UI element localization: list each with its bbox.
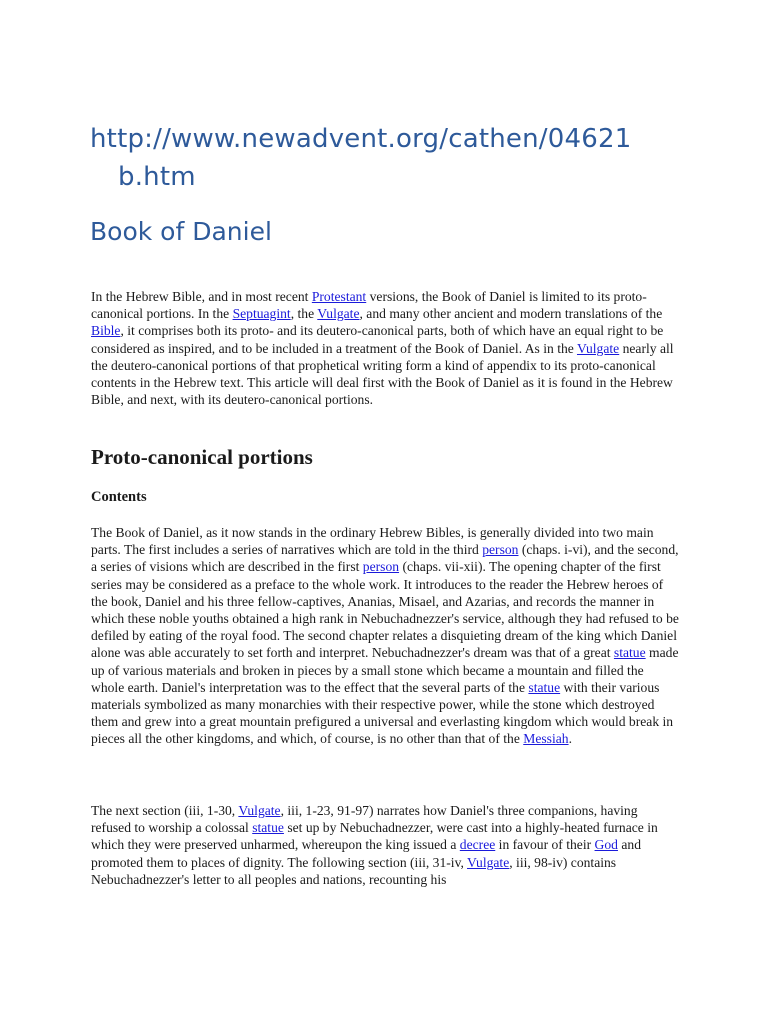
p2-text-3: (chaps. vii-xii). The opening chapter of the first series may be considered as a preface to the whole work. It introduces to the reader the Hebrew heroes of the book, Daniel and his three fellow-captives, Ananias, Misael, and Azarias, and records the manner in which these noble youths obtained a high rank in Nebuchadnezzer's service, although they had refused to be defiled by eating of the royal food. The second chapter relates a disquieting dream of the king which Daniel alone was able accurately to set forth and interpret. Nebuchadnezzer's dream was that of a great <box>91 559 679 661</box>
statue-link-3[interactable]: statue <box>252 820 284 836</box>
p3-text-2: , iii, 1-23, 91-97) narrates how Daniel's three companions, having refused to worship a colossal <box>91 803 638 836</box>
p3-text-1: The next section (iii, 1-30, <box>91 803 239 818</box>
intro-text-2: versions, the Book of Daniel is limited to its proto-canonical portions. In the <box>91 289 647 322</box>
person-link-2[interactable]: person <box>362 559 400 575</box>
septuagint-link[interactable]: Septuagint <box>232 306 291 322</box>
p2-text-2: (chaps. i-vi), and the second, a series of visions which are described in the first <box>91 542 679 575</box>
url-heading <box>90 120 690 196</box>
vulgate-link[interactable]: Vulgate <box>317 306 360 322</box>
person-link[interactable]: person <box>482 542 519 558</box>
url-heading-line1: http://www.newadvent.org/cathen/04621 <box>90 124 632 154</box>
contents-heading: Contents <box>91 489 147 505</box>
vulgate-link-3[interactable]: Vulgate <box>238 803 281 818</box>
body-paragraph-2 <box>91 802 679 888</box>
intro-text-4: , and many other ancient and modern translations of the <box>359 306 663 322</box>
p2-text-1: The Book of Daniel, as it now stands in the ordinary Hebrew Bibles, is generally divided into two main parts. The first includes a series of narratives which are told in the third <box>91 525 654 558</box>
p2-text-6: . <box>568 731 572 747</box>
document-title: Book of Daniel <box>90 217 272 246</box>
url-heading-line2: b.htm <box>118 162 196 192</box>
p2-text-5: with their various materials symbolized as many monarchies with their respective power, while the stone which destroyed them and grew into a great mountain prefigured a universal and everlasting kingdom which would break in pieces all the other kingdoms, and which, of course, is no other than that of the <box>91 679 674 747</box>
protestant-link[interactable]: Protestant <box>311 289 367 304</box>
body-paragraph-1 <box>91 524 679 748</box>
bible-link[interactable]: Bible <box>91 323 121 339</box>
p3-text-3: set up by Nebuchadnezzer, were cast into a highly-heated furnace in which they were preserved unharmed, whereupon the king issued a <box>91 820 658 853</box>
p3-text-4: in favour of their <box>495 837 595 853</box>
intro-text-5: , it comprises both its proto- and its deutero-canonical parts, both of which have an equal right to be considered as inspired, and to be included in a treatment of the Book of Daniel. As in the <box>91 323 664 356</box>
vulgate-link-2[interactable]: Vulgate <box>576 340 620 356</box>
intro-text-3: , the <box>290 306 318 322</box>
vulgate-link-4[interactable]: Vulgate <box>467 854 510 870</box>
p2-text-4: made up of various materials and broken in pieces by a small stone which became a mountain and filled the whole earth. Daniel's interpretation was to the effect that the several parts of the <box>91 645 679 695</box>
section-heading: Proto-canonical portions <box>91 445 313 469</box>
statue-link-2[interactable]: statue <box>528 679 561 695</box>
decree-link[interactable]: decree <box>459 837 496 853</box>
statue-link[interactable]: statue <box>613 645 646 661</box>
intro-text-1: In the Hebrew Bible, and in most recent <box>91 289 312 304</box>
messiah-link[interactable]: Messiah <box>523 731 569 747</box>
p3-text-5: and promoted them to places of dignity. The following section (iii, 31-iv, <box>91 837 641 870</box>
god-link[interactable]: God <box>594 837 618 853</box>
p3-text-6: , iii, 98-iv) contains Nebuchadnezzer's letter to all peoples and nations, recounting his <box>91 854 617 887</box>
intro-paragraph <box>91 288 679 408</box>
intro-text-6: nearly all the deutero-canonical portions of that prophetical writing form a kind of appendix to its proto-canonical contents in the Hebrew text. This article will deal first with the Book of Daniel as it is found in the Hebrew Bible, and next, with its deutero-canonical portions. <box>91 340 674 408</box>
